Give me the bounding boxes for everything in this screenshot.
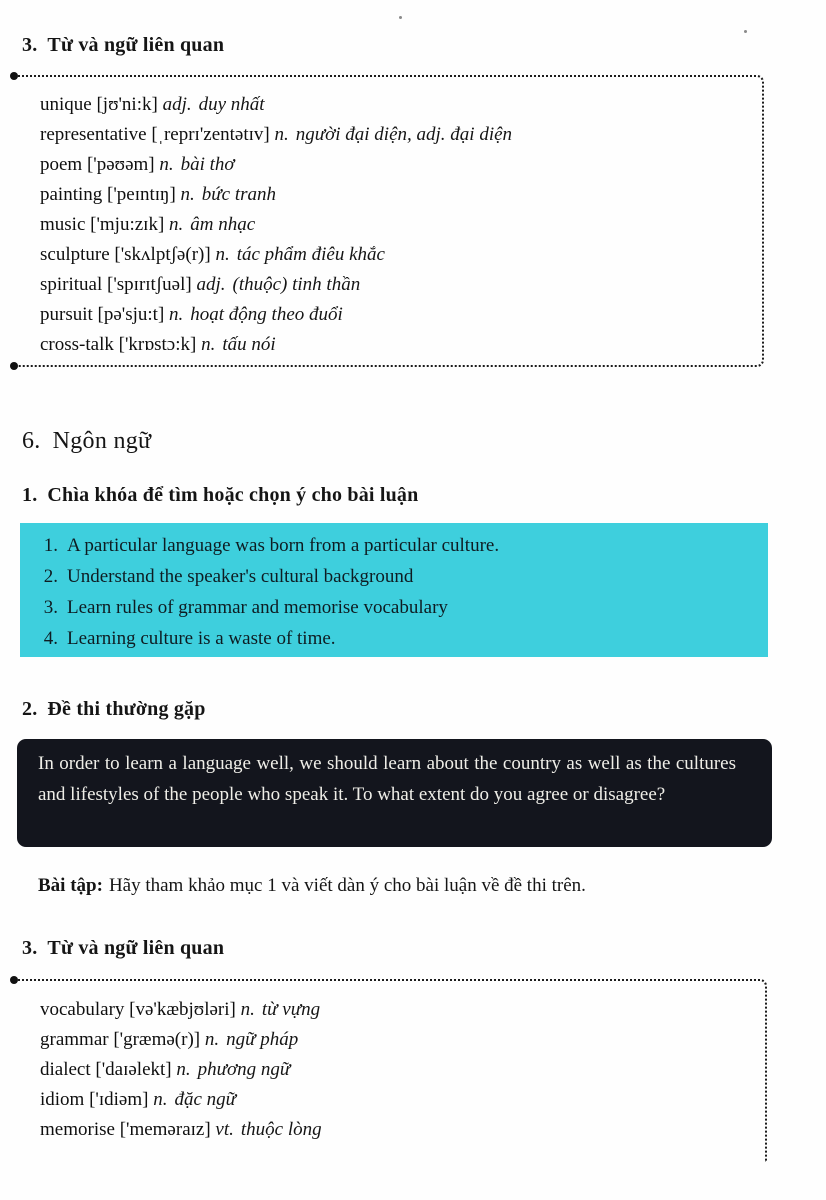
vocab-entry: cross-talk ['krɒstɔ:k] n. tấu nói	[40, 334, 276, 355]
vocab-entry: representative [ˌreprɪ'zentətɪv] n. người đại diện, adj. đại diện	[40, 124, 513, 145]
heading-number: 3.	[22, 34, 38, 56]
vocab-entry: grammar ['græmə(r)] n. ngữ pháp	[40, 1029, 299, 1050]
bullet-dot-icon	[10, 362, 18, 370]
vocab-entry: dialect ['daɪəlekt] n. phương ngữ	[40, 1059, 291, 1080]
scan-speck	[399, 16, 402, 19]
scan-speck	[744, 30, 747, 33]
heading-exam	[22, 698, 206, 721]
vocab-list-top	[14, 77, 762, 360]
heading-text: Chìa khóa để tìm hoặc chọn ý cho bài luận	[47, 484, 419, 506]
vocab-box-bottom	[14, 979, 767, 1162]
vocab-entry: poem ['pəʊəm] n. bài thơ	[40, 154, 235, 175]
heading-text: Từ và ngữ liên quan	[47, 937, 225, 959]
heading-number: 3.	[22, 937, 38, 959]
vocab-entry: music ['mju:zɪk] n. âm nhạc	[40, 214, 256, 235]
heading-text: Ngôn ngữ	[52, 428, 152, 454]
heading-number: 1.	[22, 484, 38, 506]
vocab-entry: vocabulary [və'kæbjʊləri] n. từ vựng	[40, 999, 321, 1020]
vocab-list-bottom	[14, 981, 765, 1145]
heading-vocab-top	[22, 34, 224, 57]
heading-key-points	[22, 484, 418, 507]
key-point: 2. Understand the speaker's cultural background	[43, 566, 414, 587]
vocab-entry: idiom ['ɪdiəm] n. đặc ngữ	[40, 1089, 236, 1110]
heading-number: 6.	[22, 428, 41, 454]
vocab-entry: memorise ['meməraɪz] vt. thuộc lòng	[40, 1119, 322, 1140]
heading-number: 2.	[22, 698, 38, 720]
vocab-entry: painting ['peɪntɪŋ] n. bức tranh	[40, 184, 276, 205]
vocab-entry: pursuit [pə'sju:t] n. hoạt động theo đuổi	[40, 304, 343, 325]
key-points-box	[20, 523, 768, 657]
heading-language-section	[22, 428, 151, 455]
exercise-text: Hãy tham khảo mục 1 và viết dàn ý cho bài luận về đề thi trên.	[108, 875, 586, 896]
heading-text: Từ và ngữ liên quan	[47, 34, 225, 56]
exercise-line	[38, 874, 586, 898]
key-point: 1. A particular language was born from a particular culture.	[43, 535, 500, 556]
bullet-dot-icon	[10, 72, 18, 80]
key-point: 3. Learn rules of grammar and memorise vocabulary	[43, 597, 448, 618]
heading-vocab-bottom	[22, 937, 224, 960]
vocab-entry: unique [jʊ'ni:k] adj. duy nhất	[40, 94, 265, 115]
vocab-entry: sculpture ['skʌlptʃə(r)] n. tác phẩm điêu khắc	[40, 244, 385, 265]
bullet-dot-icon	[10, 976, 18, 984]
exercise-label: Bài tập:	[38, 875, 103, 896]
exam-prompt-text: In order to learn a language well, we should learn about the country as well as the cultures and lifestyles of the people who speak it. To what extent do you agree or disagree?	[38, 753, 736, 805]
vocab-entry: spiritual ['spɪrɪtʃuəl] adj. (thuộc) tinh thần	[40, 274, 361, 295]
exam-prompt-box	[17, 739, 772, 847]
key-point: 4. Learning culture is a waste of time.	[43, 628, 336, 649]
heading-text: Đề thi thường gặp	[47, 698, 206, 720]
vocab-box-top	[14, 75, 764, 367]
